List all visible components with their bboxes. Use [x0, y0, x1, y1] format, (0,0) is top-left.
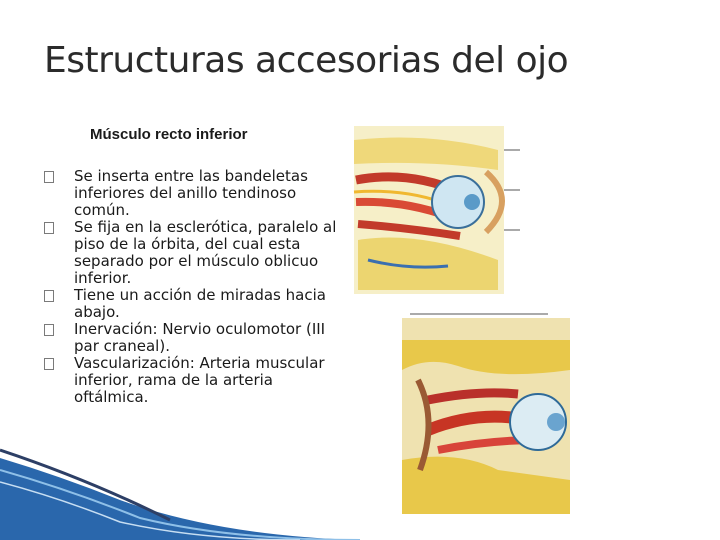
bullet-square-icon [44, 290, 54, 302]
bullet-item [44, 355, 344, 406]
bullet-text: Tiene un acción de miradas hacia abajo. [74, 286, 326, 321]
bullet-item [44, 321, 344, 355]
bullet-item [44, 168, 344, 219]
bullet-list [44, 168, 344, 406]
orbit-sagittal-illustration [348, 120, 526, 298]
bullet-square-icon [44, 171, 54, 183]
corner-decoration [0, 440, 360, 540]
bullet-text: Vascularización: Arteria muscular inferior, rama de la arteria oftálmica. [74, 354, 325, 406]
slide-title: Estructuras accesorias del ojo [44, 40, 569, 81]
bullet-text: Se inserta entre las bandeletas inferiores del anillo tendinoso común. [74, 167, 308, 219]
bullet-item [44, 287, 344, 321]
bullet-text: Se fija en la esclerótica, paralelo al piso de la órbita, del cual esta separado por el músculo oblicuo inferior. [74, 218, 337, 287]
bullet-text: Inervación: Nervio oculomotor (III par craneal). [74, 320, 326, 355]
bullet-item [44, 219, 344, 287]
bullet-square-icon [44, 358, 54, 370]
orbit-transverse-illustration [398, 310, 574, 520]
bullet-square-icon [44, 324, 54, 336]
slide-subtitle: Músculo recto inferior [90, 126, 248, 143]
bullet-square-icon [44, 222, 54, 234]
